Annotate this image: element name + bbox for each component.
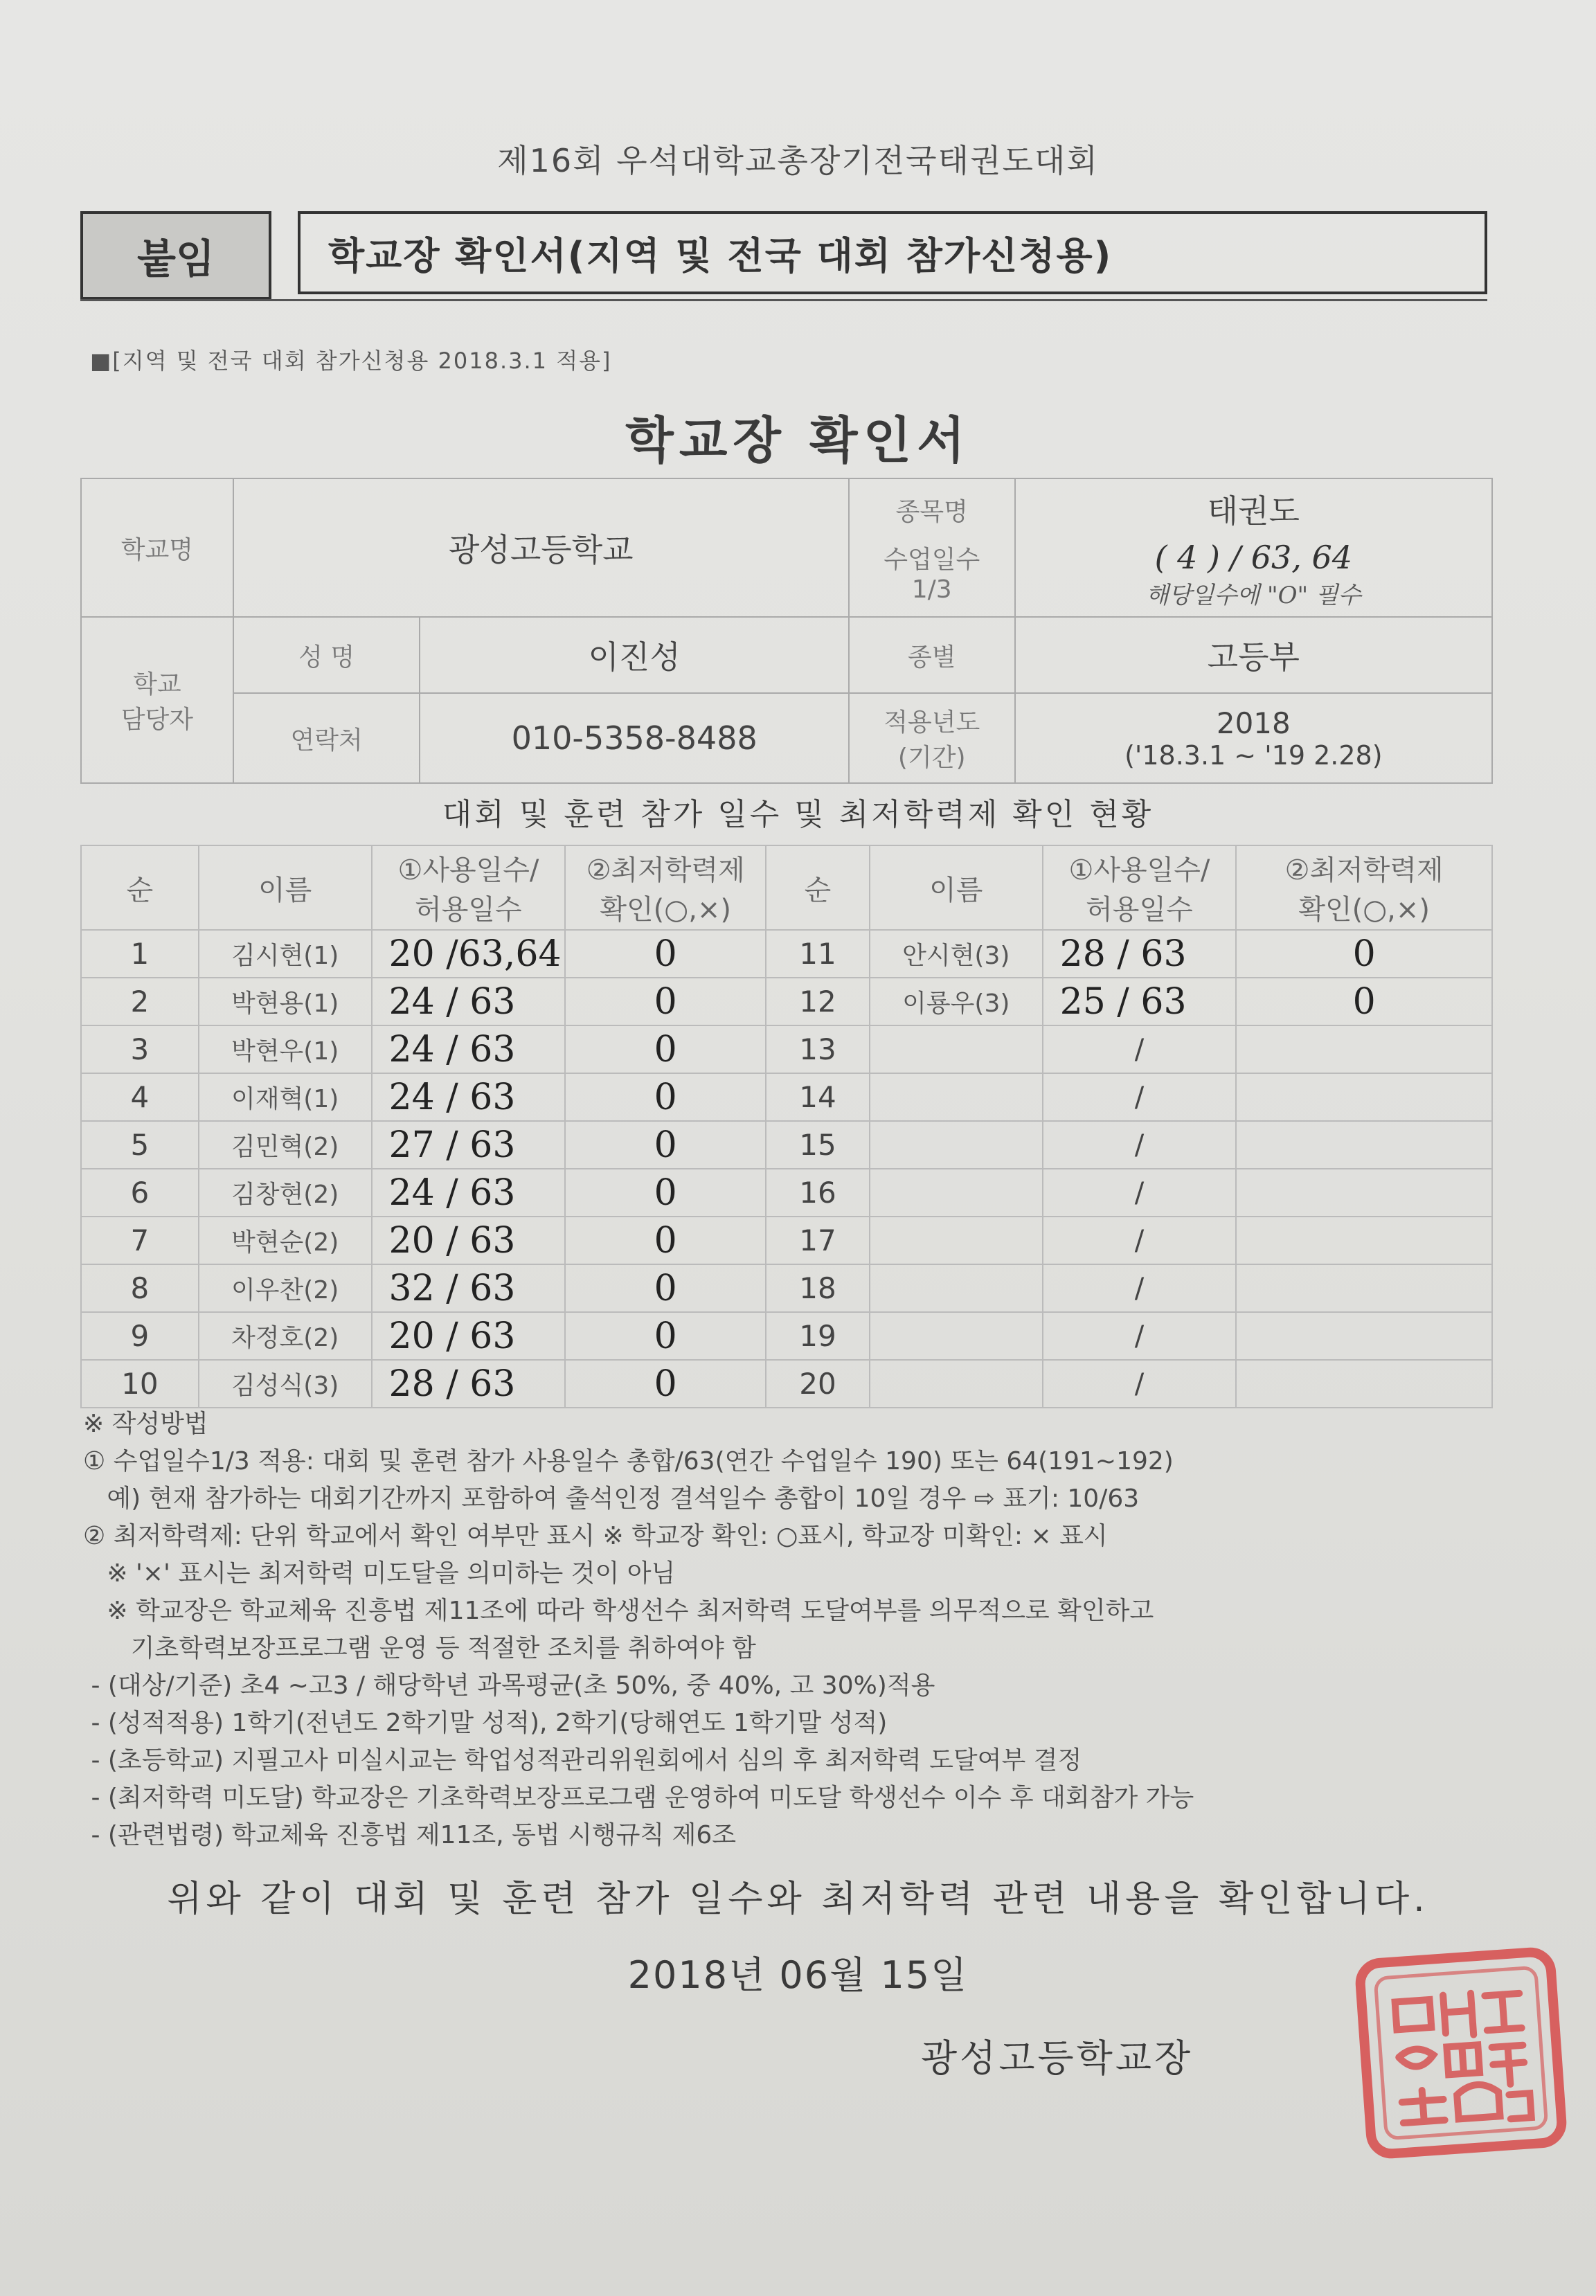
manager-label-line1: 학교 xyxy=(133,670,181,699)
student-name: 안시현(3) xyxy=(870,930,1043,978)
student-name: 이재혁(1) xyxy=(199,1073,372,1121)
table-row xyxy=(81,1312,1492,1360)
row-number: 19 xyxy=(766,1312,870,1360)
student-name xyxy=(870,1360,1043,1408)
student-name: 김창현(2) xyxy=(199,1169,372,1217)
attachment-label: 붙임 xyxy=(80,211,271,300)
sport-value: 태권도 xyxy=(1207,492,1300,530)
col-days-line1: ①사용일수/ xyxy=(397,854,539,886)
min-academic-check xyxy=(1236,1264,1492,1312)
row-number: 12 xyxy=(766,978,870,1025)
row-number: 11 xyxy=(766,930,870,978)
used-days: / xyxy=(1043,1360,1237,1408)
student-name xyxy=(870,1312,1043,1360)
category-value: 고등부 xyxy=(1015,617,1492,693)
year-value-cell xyxy=(1015,693,1492,783)
principal-signature: 광성고등학교장 xyxy=(921,2036,1194,2080)
row-number: 6 xyxy=(81,1169,199,1217)
instruction-line: - (최저학력 미도달) 학교장은 기초학력보장프로그램 운영하여 미도달 학생선수 이수 후 대회참가 가능 xyxy=(83,1784,1194,1812)
used-days: 28 / 63 xyxy=(1043,930,1237,978)
row-number: 2 xyxy=(81,978,199,1025)
col-check-line1: ②최저학력제 xyxy=(586,854,745,886)
col-check-right-line1: ②최저학력제 xyxy=(1284,854,1444,886)
sport-class-days-value xyxy=(1015,478,1492,617)
student-name xyxy=(870,1264,1043,1312)
table-row xyxy=(81,1121,1492,1169)
min-academic-check: 0 xyxy=(565,1121,766,1169)
used-days: / xyxy=(1043,1312,1237,1360)
main-title: 학교장 확인서 xyxy=(625,411,971,469)
name-label: 성 명 xyxy=(233,617,420,693)
table-row xyxy=(81,978,1492,1025)
min-academic-check xyxy=(1236,1312,1492,1360)
instruction-line: - (대상/기준) 초4 ~고3 / 해당학년 과목평균(초 50%, 중 40%, 고 30%)적용 xyxy=(83,1671,935,1700)
min-academic-check: 0 xyxy=(565,978,766,1025)
student-name: 이룡우(3) xyxy=(870,978,1043,1025)
col-days-right-line2: 허용일수 xyxy=(1086,894,1193,926)
class-days-note: 해당일수에 "O" 필수 xyxy=(1145,581,1361,609)
min-academic-check xyxy=(1236,1121,1492,1169)
col-days-right-line1: ①사용일수/ xyxy=(1068,854,1210,886)
row-number: 17 xyxy=(766,1217,870,1264)
instruction-line: 기초학력보장프로그램 운영 등 적절한 조치를 취하여야 함 xyxy=(83,1634,756,1662)
min-academic-check xyxy=(1236,1360,1492,1408)
used-days: 28 / 63 xyxy=(372,1360,566,1408)
competition-title: 제16회 우석대학교총장기전국태권도대회 xyxy=(497,142,1099,179)
min-academic-check: 0 xyxy=(565,1312,766,1360)
manager-label xyxy=(81,617,233,783)
min-academic-check xyxy=(1236,1169,1492,1217)
table-row xyxy=(81,1073,1492,1121)
school-name-value: 광성고등학교 xyxy=(233,478,849,617)
applicability-note: ■[지역 및 전국 대회 참가신청용 2018.3.1 적용] xyxy=(90,348,612,374)
student-name: 김성식(3) xyxy=(199,1360,372,1408)
min-academic-check: 0 xyxy=(565,1360,766,1408)
student-name xyxy=(870,1217,1043,1264)
student-name: 김시현(1) xyxy=(199,930,372,978)
used-days: 24 / 63 xyxy=(372,1025,566,1073)
table-row xyxy=(81,1025,1492,1073)
row-number: 20 xyxy=(766,1360,870,1408)
year-label xyxy=(849,693,1015,783)
instruction-line: 예) 현재 참가하는 대회기간까지 포함하여 출석인정 결석일수 총합이 10일 경우 ⇨ 표기: 10/63 xyxy=(83,1485,1140,1513)
col-name-right: 이름 xyxy=(870,845,1043,930)
row-number: 3 xyxy=(81,1025,199,1073)
used-days: / xyxy=(1043,1121,1237,1169)
used-days: / xyxy=(1043,1169,1237,1217)
table-row xyxy=(81,1169,1492,1217)
instruction-line: ※ '×' 표시는 최저학력 미도달을 의미하는 것이 아님 xyxy=(83,1559,676,1588)
min-academic-check: 0 xyxy=(565,1264,766,1312)
student-name: 차정호(2) xyxy=(199,1312,372,1360)
col-check xyxy=(565,845,766,930)
col-days xyxy=(372,845,566,930)
table-row xyxy=(81,1360,1492,1408)
category-label: 종별 xyxy=(849,617,1015,693)
row-number: 8 xyxy=(81,1264,199,1312)
min-academic-check xyxy=(1236,1025,1492,1073)
row-number: 18 xyxy=(766,1264,870,1312)
issue-date: 2018년 06월 15일 xyxy=(627,1953,969,1997)
school-info-table xyxy=(80,478,1493,784)
used-days: 24 / 63 xyxy=(372,1073,566,1121)
used-days: 24 / 63 xyxy=(372,978,566,1025)
used-days: 25 / 63 xyxy=(1043,978,1237,1025)
used-days: 20 / 63 xyxy=(372,1312,566,1360)
class-days-value: ( 4 ) / 63, 64 xyxy=(1154,538,1353,576)
used-days: / xyxy=(1043,1073,1237,1121)
row-number: 5 xyxy=(81,1121,199,1169)
used-days: 20 / 63 xyxy=(372,1217,566,1264)
student-name: 박현용(1) xyxy=(199,978,372,1025)
col-check-right xyxy=(1236,845,1492,930)
manager-label-line2: 담당자 xyxy=(120,706,194,734)
min-academic-check: 0 xyxy=(565,930,766,978)
divider xyxy=(80,299,1487,301)
row-number: 14 xyxy=(766,1073,870,1121)
instruction-line: ※ 학교장은 학교체육 진흥법 제11조에 따라 학생선수 최저학력 도달여부를 의무적으로 확인하고 xyxy=(83,1597,1154,1625)
used-days: 27 / 63 xyxy=(372,1121,566,1169)
attachment-title: 학교장 확인서(지역 및 전국 대회 참가신청용) xyxy=(298,211,1487,294)
participation-table xyxy=(80,845,1493,1408)
min-academic-check xyxy=(1236,1073,1492,1121)
col-check-line2: 확인(○,×) xyxy=(600,894,732,926)
student-name xyxy=(870,1025,1043,1073)
year-value: 2018 xyxy=(1216,706,1291,740)
class-days-label: 수업일수 xyxy=(884,545,980,574)
table-header-row xyxy=(81,845,1492,930)
row-number: 7 xyxy=(81,1217,199,1264)
used-days: 24 / 63 xyxy=(372,1169,566,1217)
col-days-line2: 허용일수 xyxy=(415,894,522,926)
instructions xyxy=(83,1406,1509,1854)
used-days: 20 /63,64 xyxy=(372,930,566,978)
school-name-label: 학교명 xyxy=(81,478,233,617)
sport-class-days-label xyxy=(849,478,1015,617)
min-academic-check: 0 xyxy=(1236,978,1492,1025)
row-number: 10 xyxy=(81,1360,199,1408)
min-academic-check: 0 xyxy=(565,1025,766,1073)
instruction-line: - (성적적용) 1학기(전년도 2학기말 성적), 2학기(당해연도 1학기말 성적) xyxy=(83,1709,888,1737)
class-days-fraction-label: 1/3 xyxy=(911,575,952,604)
year-label-line2: (기간) xyxy=(897,744,966,772)
year-range: ('18.3.1 ~ '19 2.28) xyxy=(1124,739,1383,771)
row-number: 4 xyxy=(81,1073,199,1121)
col-no-right: 순 xyxy=(766,845,870,930)
instruction-line: - (초등학교) 지필고사 미실시교는 학업성적관리위원회에서 심의 후 최저학력 도달여부 결정 xyxy=(83,1746,1082,1775)
min-academic-check: 0 xyxy=(565,1073,766,1121)
col-days-right xyxy=(1043,845,1237,930)
student-name: 박현순(2) xyxy=(199,1217,372,1264)
student-name xyxy=(870,1073,1043,1121)
used-days: / xyxy=(1043,1217,1237,1264)
table-row xyxy=(81,930,1492,978)
student-name: 박현우(1) xyxy=(199,1025,372,1073)
row-number: 1 xyxy=(81,930,199,978)
used-days: / xyxy=(1043,1025,1237,1073)
school-seal-stamp xyxy=(1350,1942,1572,2164)
instruction-line: ② 최저학력제: 단위 학교에서 확인 여부만 표시 ※ 학교장 확인: ○표시, 학교장 미확인: × 표시 xyxy=(83,1522,1108,1550)
col-name: 이름 xyxy=(199,845,372,930)
row-number: 9 xyxy=(81,1312,199,1360)
min-academic-check: 0 xyxy=(565,1169,766,1217)
instruction-line: ※ 작성방법 xyxy=(83,1410,208,1438)
manager-name-value: 이진성 xyxy=(420,617,848,693)
student-name xyxy=(870,1169,1043,1217)
sport-label: 종목명 xyxy=(895,497,968,526)
instruction-line: - (관련법령) 학교체육 진흥법 제11조, 동법 시행규칙 제6조 xyxy=(83,1821,737,1849)
instruction-line: ① 수업일수1/3 적용: 대회 및 훈련 참가 사용일수 총합/63(연간 수업일수 190) 또는 64(191~192) xyxy=(83,1447,1174,1476)
contact-label: 연락처 xyxy=(233,693,420,783)
student-name: 김민혁(2) xyxy=(199,1121,372,1169)
min-academic-check: 0 xyxy=(565,1217,766,1264)
contact-value: 010-5358-8488 xyxy=(420,693,848,783)
row-number: 13 xyxy=(766,1025,870,1073)
confirmation-text: 위와 같이 대회 및 훈련 참가 일수와 최저학력 관련 내용을 확인합니다. xyxy=(167,1878,1429,1920)
used-days: / xyxy=(1043,1264,1237,1312)
student-name xyxy=(870,1121,1043,1169)
table-row xyxy=(81,1264,1492,1312)
year-label-line1: 적용년도 xyxy=(884,708,980,737)
student-name: 이우찬(2) xyxy=(199,1264,372,1312)
row-number: 16 xyxy=(766,1169,870,1217)
row-number: 15 xyxy=(766,1121,870,1169)
used-days: 32 / 63 xyxy=(372,1264,566,1312)
col-no: 순 xyxy=(81,845,199,930)
col-check-right-line2: 확인(○,×) xyxy=(1298,894,1430,926)
table-row xyxy=(81,1217,1492,1264)
min-academic-check xyxy=(1236,1217,1492,1264)
min-academic-check: 0 xyxy=(1236,930,1492,978)
section-title: 대회 및 훈련 참가 일수 및 최저학력제 확인 현황 xyxy=(442,797,1154,832)
